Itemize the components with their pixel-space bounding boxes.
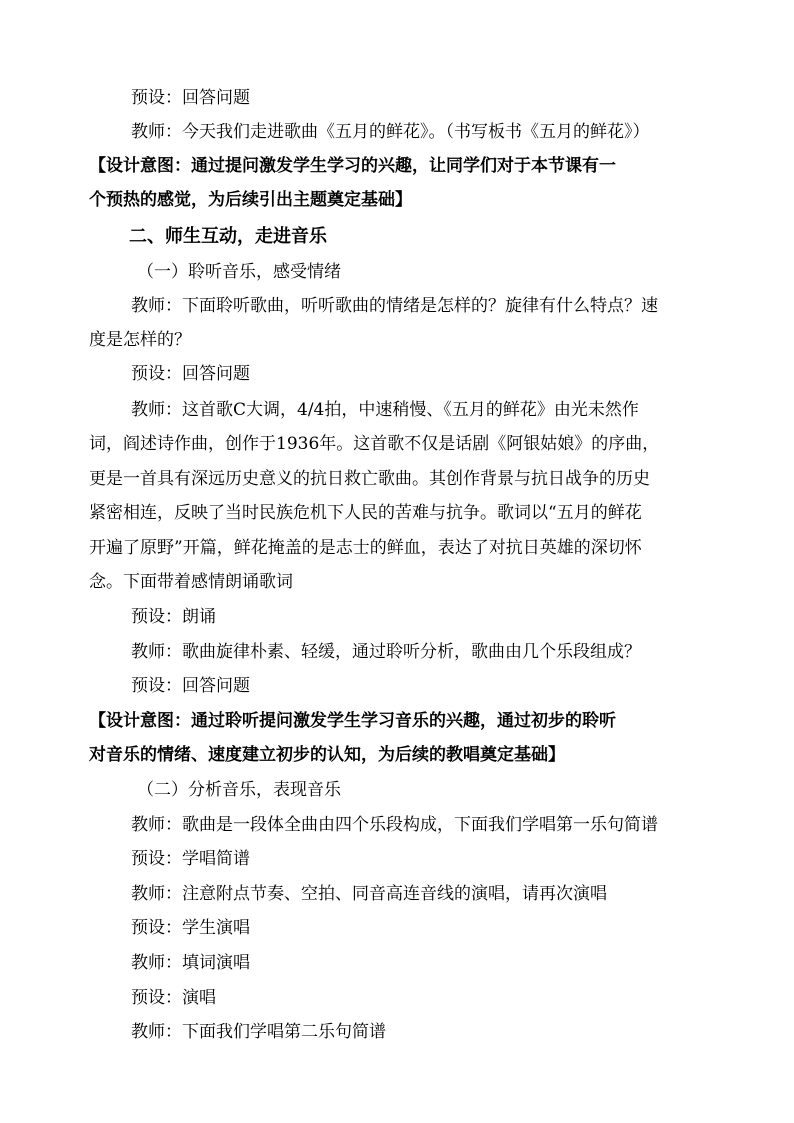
teacher-rhythm-note-line: 教师：注意附点节奏、空拍、同音高连音线的演唱，请再次演唱 <box>131 884 607 904</box>
teacher-song-info-line-5: 开遍了原野”开篇，鲜花掩盖的是志士的鲜血，表达了对抗日英雄的深切怀 <box>89 538 642 558</box>
teacher-song-info-line-3: 更是一首具有深远历史意义的抗日救亡歌曲。其创作背景与抗日战争的历史 <box>89 469 650 489</box>
teacher-song-info-line-2: 词，阎述诗作曲，创作于1936年。这首歌不仅是话剧《阿银姑娘》的序曲， <box>89 434 660 454</box>
teacher-sing-lyrics-line: 教师：填词演唱 <box>131 953 250 973</box>
teacher-song-info-line-4: 紧密相连，反映了当时民族危机下人民的苦难与抗争。歌词以“五月的鲜花 <box>89 503 642 523</box>
subsection-heading-listen: （一）聆听音乐，感受情绪 <box>137 262 341 282</box>
preset-answer-line-3: 预设：回答问题 <box>131 676 250 696</box>
preset-recite-line: 预设：朗诵 <box>131 607 216 627</box>
preset-student-sing-line: 预设：学生演唱 <box>131 918 250 938</box>
design-intent-1-line-2: 个预热的感觉，为后续引出主题奠定基础】 <box>89 190 412 210</box>
design-intent-1-line-1: 【设计意图：通过提问激发学生学习的兴趣，让同学们对于本节课有一 <box>89 156 616 176</box>
preset-answer-line-1: 预设：回答问题 <box>131 88 250 108</box>
teacher-listen-question-line-2: 度是怎样的？ <box>89 330 191 350</box>
teacher-first-phrase-line: 教师：歌曲是一段体全曲由四个乐段构成，下面我们学唱第一乐句简谱 <box>131 815 658 835</box>
teacher-song-info-line-1: 教师：这首歌C大调，4/4拍，中速稍慢、《五月的鲜花》由光未然作 <box>131 400 639 420</box>
design-intent-2-line-1: 【设计意图：通过聆听提问激发学生学习音乐的兴趣，通过初步的聆听 <box>89 711 616 731</box>
design-intent-2-line-2: 对音乐的情绪、速度建立初步的认知，为后续的教唱奠定基础】 <box>89 745 565 765</box>
section-heading-interaction: 二、师生互动，走进音乐 <box>129 226 327 247</box>
teacher-melody-question-line: 教师：歌曲旋律朴素、轻缓，通过聆听分析，歌曲由几个乐段组成？ <box>131 642 641 662</box>
teacher-intro-song-line: 教师：今天我们走进歌曲《五月的鲜花》。（书写板书《五月的鲜花》） <box>131 122 650 142</box>
teacher-listen-question-line-1: 教师：下面聆听歌曲，听听歌曲的情绪是怎样的？旋律有什么特点？速 <box>131 296 658 316</box>
teacher-song-info-line-6: 念。下面带着感情朗诵歌词 <box>89 572 293 592</box>
preset-answer-line-2: 预设：回答问题 <box>131 364 250 384</box>
preset-learn-score-line: 预设：学唱简谱 <box>131 849 250 869</box>
teacher-second-phrase-line: 教师：下面我们学唱第二乐句简谱 <box>131 1022 386 1042</box>
subsection-heading-analyze: （二）分析音乐，表现音乐 <box>137 780 341 800</box>
preset-sing-line: 预设：演唱 <box>131 988 216 1008</box>
